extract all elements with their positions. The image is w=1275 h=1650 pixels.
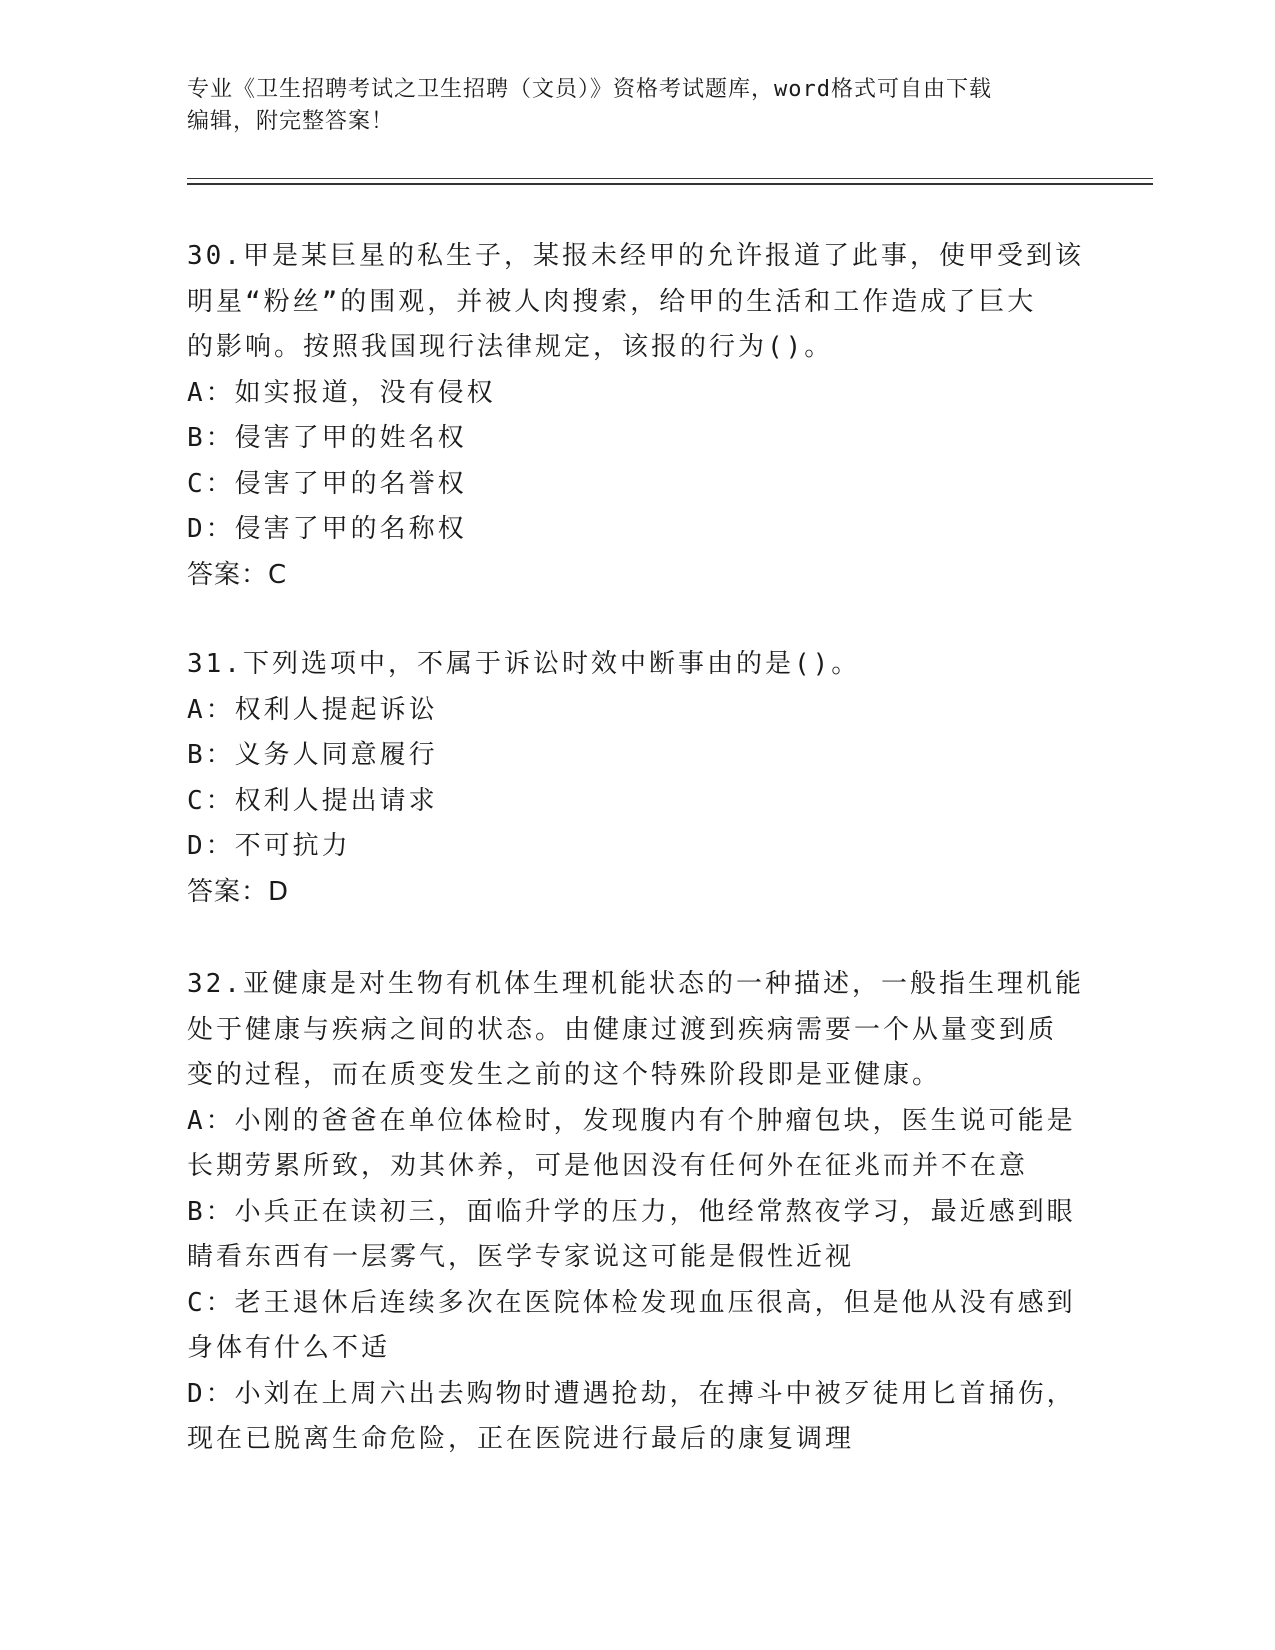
question-31 [187,642,1087,915]
option-d: D：小刘在上周六出去购物时遭遇抢劫，在搏斗中被歹徒用匕首捅伤， [187,1378,1076,1409]
option-d: D：侵害了甲的名称权 [187,514,467,544]
option-d-continued: 现在已脱离生命危险，正在医院进行最后的康复调理 [187,1424,855,1454]
header-line-1: 专业《卫生招聘考试之卫生招聘（文员）》资格考试题库，word格式可自由下载 [187,77,992,102]
option-d: D：不可抗力 [187,831,351,861]
option-c-continued: 身体有什么不适 [187,1333,391,1363]
header-line-2: 编辑，附完整答案！ [187,109,395,134]
question-30 [187,234,1087,598]
option-b: B：义务人同意履行 [187,740,438,770]
option-c: C：权利人提出请求 [187,785,438,816]
question-stem-line: 32.亚健康是对生物有机体生理机能状态的一种描述，一般指生理机能 [187,969,1084,999]
option-b-continued: 睛看东西有一层雾气，医学专家说这可能是假性近视 [187,1242,855,1272]
document-header [187,74,1067,138]
question-stem-line: 30.甲是某巨星的私生子，某报未经甲的允许报道了此事，使甲受到该 [187,241,1084,271]
answer-label: 答案：C [187,559,288,590]
option-c: C：侵害了甲的名誉权 [187,468,467,499]
option-b: B：侵害了甲的姓名权 [187,423,467,453]
header-divider-thin [187,178,1153,179]
option-a: A：如实报道，没有侵权 [187,377,496,408]
question-stem-line: 31.下列选项中，不属于诉讼时效中断事由的是()。 [187,649,861,679]
question-stem-line: 处于健康与疾病之间的状态。由健康过渡到疾病需要一个从量变到质 [187,1014,1058,1045]
question-stem-line: 变的过程，而在质变发生之前的这个特殊阶段即是亚健康。 [187,1060,942,1090]
option-a: A：权利人提起诉讼 [187,694,438,725]
question-stem-line: 明星“粉丝”的围观，并被人肉搜索，给甲的生活和工作造成了巨大 [187,286,1037,317]
option-c: C：老王退休后连续多次在医院体检发现血压很高，但是他从没有感到 [187,1287,1076,1318]
answer-label: 答案：D [187,876,290,907]
header-divider-thick [187,183,1153,185]
option-a: A：小刚的爸爸在单位体检时，发现腹内有个肿瘤包块，医生说可能是 [187,1105,1076,1136]
question-stem-line: 的影响。按照我国现行法律规定，该报的行为()。 [187,332,834,362]
option-a-continued: 长期劳累所致，劝其休养，可是他因没有任何外在征兆而并不在意 [187,1151,1029,1181]
option-b: B：小兵正在读初三，面临升学的压力，他经常熬夜学习，最近感到眼 [187,1196,1076,1227]
question-32 [187,962,1087,1463]
